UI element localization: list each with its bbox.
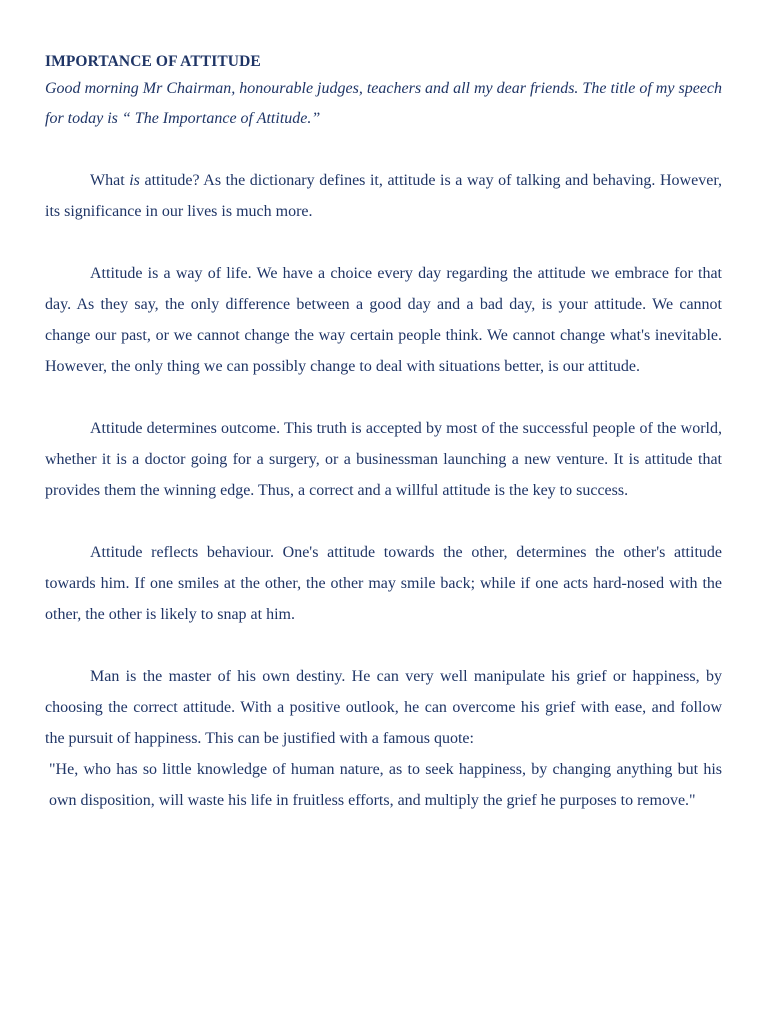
p1-text-end: attitude? As the dictionary defines it, attitude is a way of talking and behaving. However, its significance in our lives is much more. [45,172,722,220]
paragraph-reflects-behaviour: Attitude reflects behaviour. One's attitude towards the other, determines the other's attitude towards him. If one smiles at the other, the other may smile back; while if one acts hard-nosed with the other, the other is likely to snap at him. [45,544,722,623]
intro-paragraph: Good morning Mr Chairman, honourable judges, teachers and all my dear friends. The title of my speech for today is “ The Importance of Attitude.” [45,80,722,127]
paragraph-what-is-attitude [45,165,722,227]
paragraph-master-of-destiny: Man is the master of his own destiny. He can very well manipulate his grief or happiness, by choosing the correct attitude. With a positive outlook, he can overcome his grief with ease, and follow the pursuit of happiness. This can be justified with a famous quote: [45,668,722,747]
p1-emphasis: is [129,172,140,189]
paragraph-way-of-life: Attitude is a way of life. We have a choice every day regarding the attitude we embrace for that day. As they say, the only difference between a good day and a bad day, is your attitude. We cannot change our past, or we cannot change the way certain people think. We cannot change what's inevitable. However, the only thing we can possibly change to deal with situations better, is our attitude. [45,265,722,375]
paragraph-determines-outcome: Attitude determines outcome. This truth is accepted by most of the successful people of the world, whether it is a doctor going for a surgery, or a businessman launching a new venture. It is attitude that provides them the winning edge. Thus, a correct and a willful attitude is the key to success. [45,420,722,499]
p1-text-start: What [90,172,130,189]
document-page [45,50,722,816]
document-title: IMPORTANCE OF ATTITUDE [45,53,261,70]
famous-quote: "He, who has so little knowledge of human nature, as to seek happiness, by changing anything but his own disposition, will waste his life in fruitless efforts, and multiply the grief he purposes to remove." [49,761,722,809]
